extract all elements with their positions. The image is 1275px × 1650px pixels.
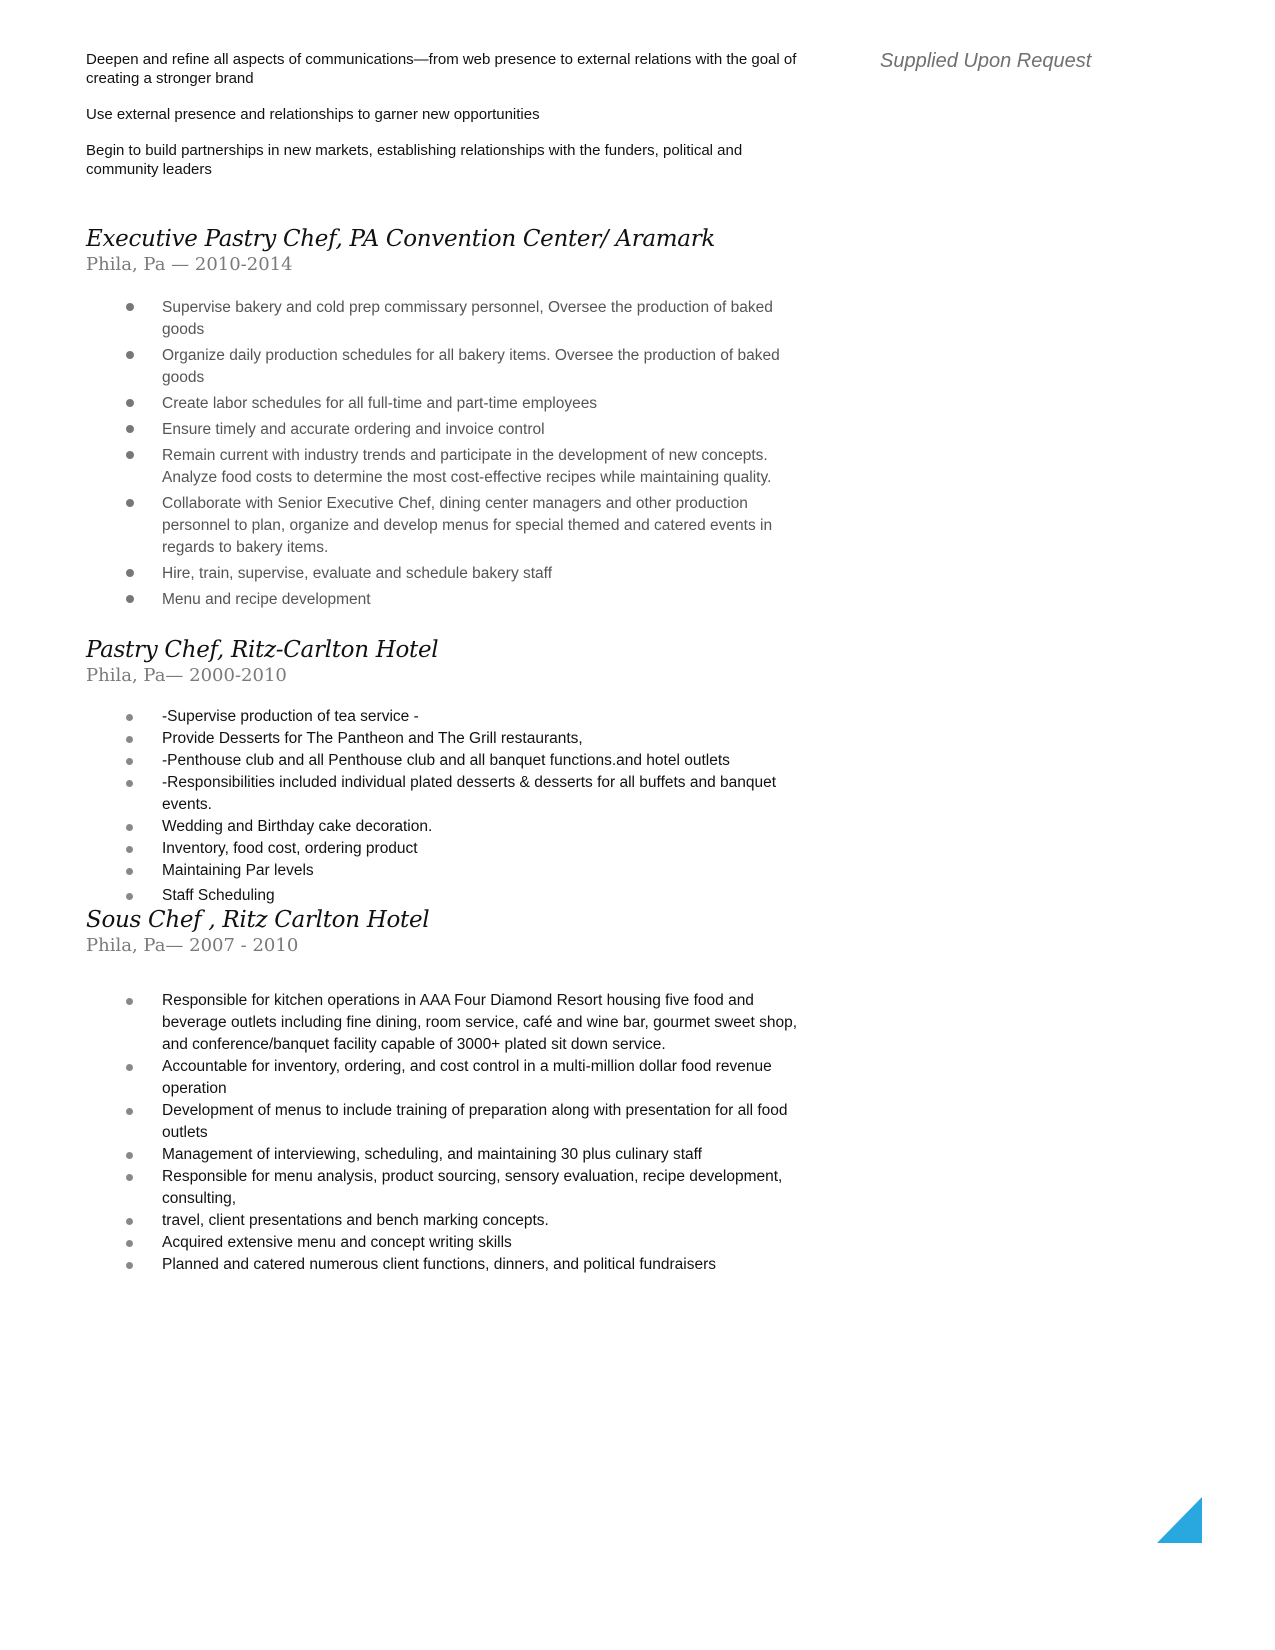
list-item: Responsible for menu analysis, product sourcing, sensory evaluation, recipe development, consulting, [86,1166,806,1210]
job-title: Pastry Chef, Ritz-Carlton Hotel [86,637,439,663]
list-item: Ensure timely and accurate ordering and invoice control [86,419,806,441]
bullet-icon [126,893,133,900]
list-item: travel, client presentations and bench marking concepts. [86,1210,806,1232]
list-item: -Responsibilities included individual plated desserts & desserts for all buffets and banquet events. [86,772,806,816]
bullet-icon [126,998,133,1005]
list-item: Acquired extensive menu and concept writing skills [86,1232,806,1254]
job-location-dates: Phila, Pa— 2000-2010 [86,665,287,686]
intro-paragraph: Deepen and refine all aspects of communications—from web presence to external relations with the goal of creating a stronger brand [86,51,797,87]
corner-triangle-icon [1157,1497,1202,1543]
list-item: Hire, train, supervise, evaluate and schedule bakery staff [86,563,806,585]
references-note: Supplied Upon Request [880,50,1092,72]
bullet-icon [126,846,133,853]
bullet-icon [126,758,133,765]
list-item: Provide Desserts for The Pantheon and The Grill restaurants, [86,728,806,750]
job-pastry-chef [86,636,806,907]
job-location-dates: Phila, Pa— 2007 - 2010 [86,935,299,956]
list-item: Supervise bakery and cold prep commissary personnel, Oversee the production of baked goods [86,297,806,341]
list-item: -Supervise production of tea service - [86,706,806,728]
job-duties-list [86,706,806,907]
bullet-icon [126,1152,133,1159]
list-item: Staff Scheduling [86,885,806,907]
job-duties-list [86,990,806,1276]
list-item: -Penthouse club and all Penthouse club and all banquet functions.and hotel outlets [86,750,806,772]
bullet-icon [126,1174,133,1181]
job-sous-chef [86,906,806,1276]
bullet-icon [126,399,134,407]
bullet-icon [126,303,134,311]
intro-paragraph: Use external presence and relationships to garner new opportunities [86,106,540,123]
list-item: Collaborate with Senior Executive Chef, dining center managers and other production personnel to plan, organize and develop menus for special themed and catered events in regards to bakery items. [86,493,806,559]
bullet-icon [126,1218,133,1225]
list-item: Wedding and Birthday cake decoration. [86,816,806,838]
bullet-icon [126,780,133,787]
list-item: Development of menus to include training of preparation along with presentation for all food outlets [86,1100,806,1144]
list-item: Accountable for inventory, ordering, and cost control in a multi-million dollar food revenue operation [86,1056,806,1100]
list-item: Organize daily production schedules for all bakery items. Oversee the production of baked goods [86,345,806,389]
bullet-icon [126,1108,133,1115]
bullet-icon [126,1064,133,1071]
list-item: Maintaining Par levels [86,860,806,882]
list-item: Responsible for kitchen operations in AAA Four Diamond Resort housing five food and beverage outlets including fine dining, room service, café and wine bar, gourmet sweet shop, and conference/banquet facility capable of 3000+ plated sit down service. [86,990,806,1056]
list-item: Create labor schedules for all full-time and part-time employees [86,393,806,415]
job-location-dates: Phila, Pa — 2010-2014 [86,254,293,275]
list-item: Inventory, food cost, ordering product [86,838,806,860]
job-title: Executive Pastry Chef, PA Convention Center/ Aramark [86,226,716,252]
intro-section [86,50,806,196]
job-title: Sous Chef , Ritz Carlton Hotel [86,907,430,933]
bullet-icon [126,1240,133,1247]
bullet-icon [126,714,133,721]
bullet-icon [126,868,133,875]
job-duties-list [86,297,806,611]
bullet-icon [126,1262,133,1269]
bullet-icon [126,569,134,577]
bullet-icon [126,595,134,603]
list-item: Planned and catered numerous client functions, dinners, and political fundraisers [86,1254,806,1276]
bullet-icon [126,451,134,459]
bullet-icon [126,736,133,743]
job-executive-pastry-chef [86,225,806,615]
list-item: Remain current with industry trends and participate in the development of new concepts. Analyze food costs to determine the most cost-effective recipes while maintaining quality. [86,445,806,489]
intro-paragraph: Begin to build partnerships in new markets, establishing relationships with the funders, political and community leaders [86,142,743,178]
bullet-icon [126,351,134,359]
bullet-icon [126,824,133,831]
list-item: Management of interviewing, scheduling, and maintaining 30 plus culinary staff [86,1144,806,1166]
list-item: Menu and recipe development [86,589,806,611]
bullet-icon [126,425,134,433]
bullet-icon [126,499,134,507]
